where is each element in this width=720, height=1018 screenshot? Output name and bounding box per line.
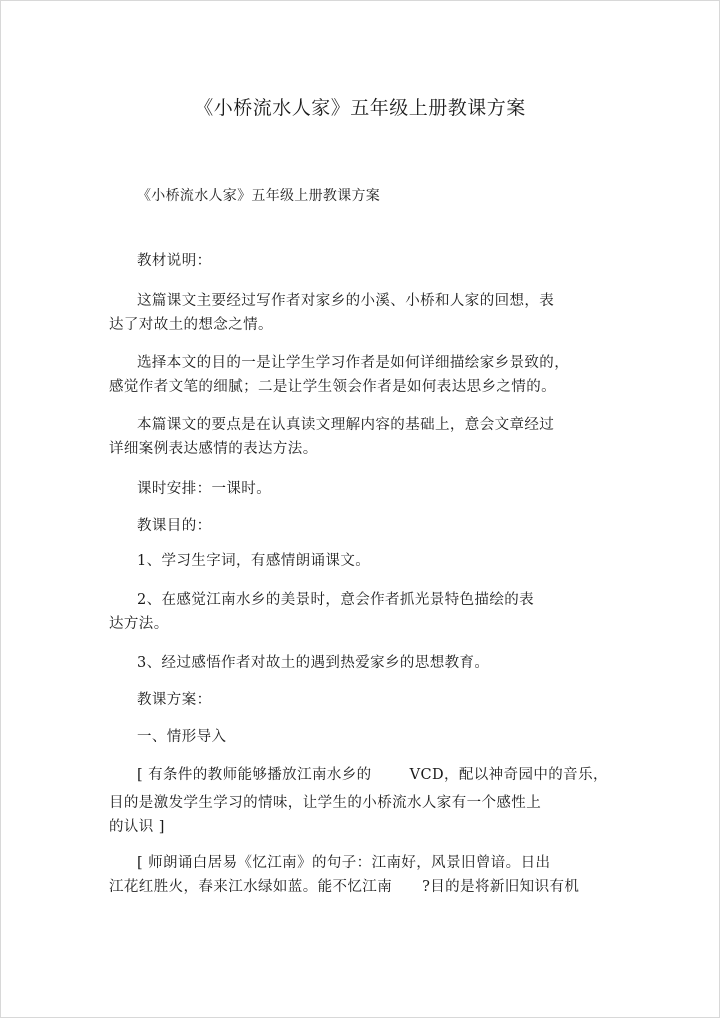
paragraph-4 — [109, 763, 629, 839]
paragraph-3-line-1: 本篇课文的要点是在认真读文理解内容的基础上，意会文章经过 — [137, 417, 555, 433]
paragraph-1-line-1: 这篇课文主要经过写作者对家乡的小溪、小桥和人家的回想，表 — [137, 293, 555, 309]
paragraph-3 — [109, 413, 609, 461]
paragraph-2 — [109, 351, 609, 399]
paragraph-4-line-2: 目的是激发学生学习的情味，让学生的小桥流水人家有一个感性上 — [109, 795, 542, 811]
material-heading: 教材说明： — [137, 253, 212, 269]
paragraph-4-line-1 — [109, 763, 629, 787]
paragraph-5-line-1: [ 师朗诵白居易《忆江南》的句子：江南好，风景旧曾谙。日出 — [137, 855, 551, 871]
paragraph-1 — [109, 289, 609, 337]
paragraph-5-line-2 — [109, 875, 629, 899]
document-subtitle: 《小桥流水人家》五年级上册教课方案 — [137, 188, 381, 204]
goal-1: 1、学习生字词，有感情朗诵课文。 — [137, 553, 371, 569]
goal-2-line-2: 达方法。 — [109, 616, 169, 632]
paragraph-1-line-2: 达了对故土的想念之情。 — [109, 317, 273, 333]
paragraph-4-line-3: 的认识 ] — [109, 819, 165, 835]
paragraph-5-line-2-part-b: ?目的是将新旧知识有机 — [422, 879, 580, 895]
paragraph-3-line-2: 详细案例表达感情的表达方法。 — [109, 441, 318, 457]
paragraph-5-line-2-part-a: 江花红胜火，春来江水绿如蓝。能不忆江南 — [109, 879, 393, 895]
goals-heading: 教课目的： — [137, 518, 212, 534]
goal-2-line-1: 2、在感觉江南水乡的美景时，意会作者抓光景特色描绘的表 — [137, 592, 535, 608]
paragraph-5 — [109, 851, 629, 899]
paragraph-4-line-1-part-a: [ 有条件的教师能够播放江南水乡的 — [137, 767, 372, 783]
document-title: 《小桥流水人家》五年级上册教课方案 — [194, 97, 526, 119]
plan-heading: 教课方案： — [137, 692, 212, 708]
paragraph-4-line-1-part-b: VCD，配以神奇园中的音乐， — [409, 767, 608, 783]
goal-3: 3、经过感悟作者对故土的遇到热爱家乡的思想教育。 — [137, 655, 490, 671]
paragraph-2-line-2: 感觉作者文笔的细腻；二是让学生领会作者是如何表达思乡之情的。 — [109, 379, 556, 395]
paragraph-2-line-1: 选择本文的目的一是让学生学习作者是如何详细描绘家乡景致的， — [137, 355, 570, 371]
schedule-line: 课时安排：一课时。 — [137, 481, 272, 497]
section-1-heading: 一、情形导入 — [137, 729, 227, 745]
goal-2 — [109, 588, 609, 636]
